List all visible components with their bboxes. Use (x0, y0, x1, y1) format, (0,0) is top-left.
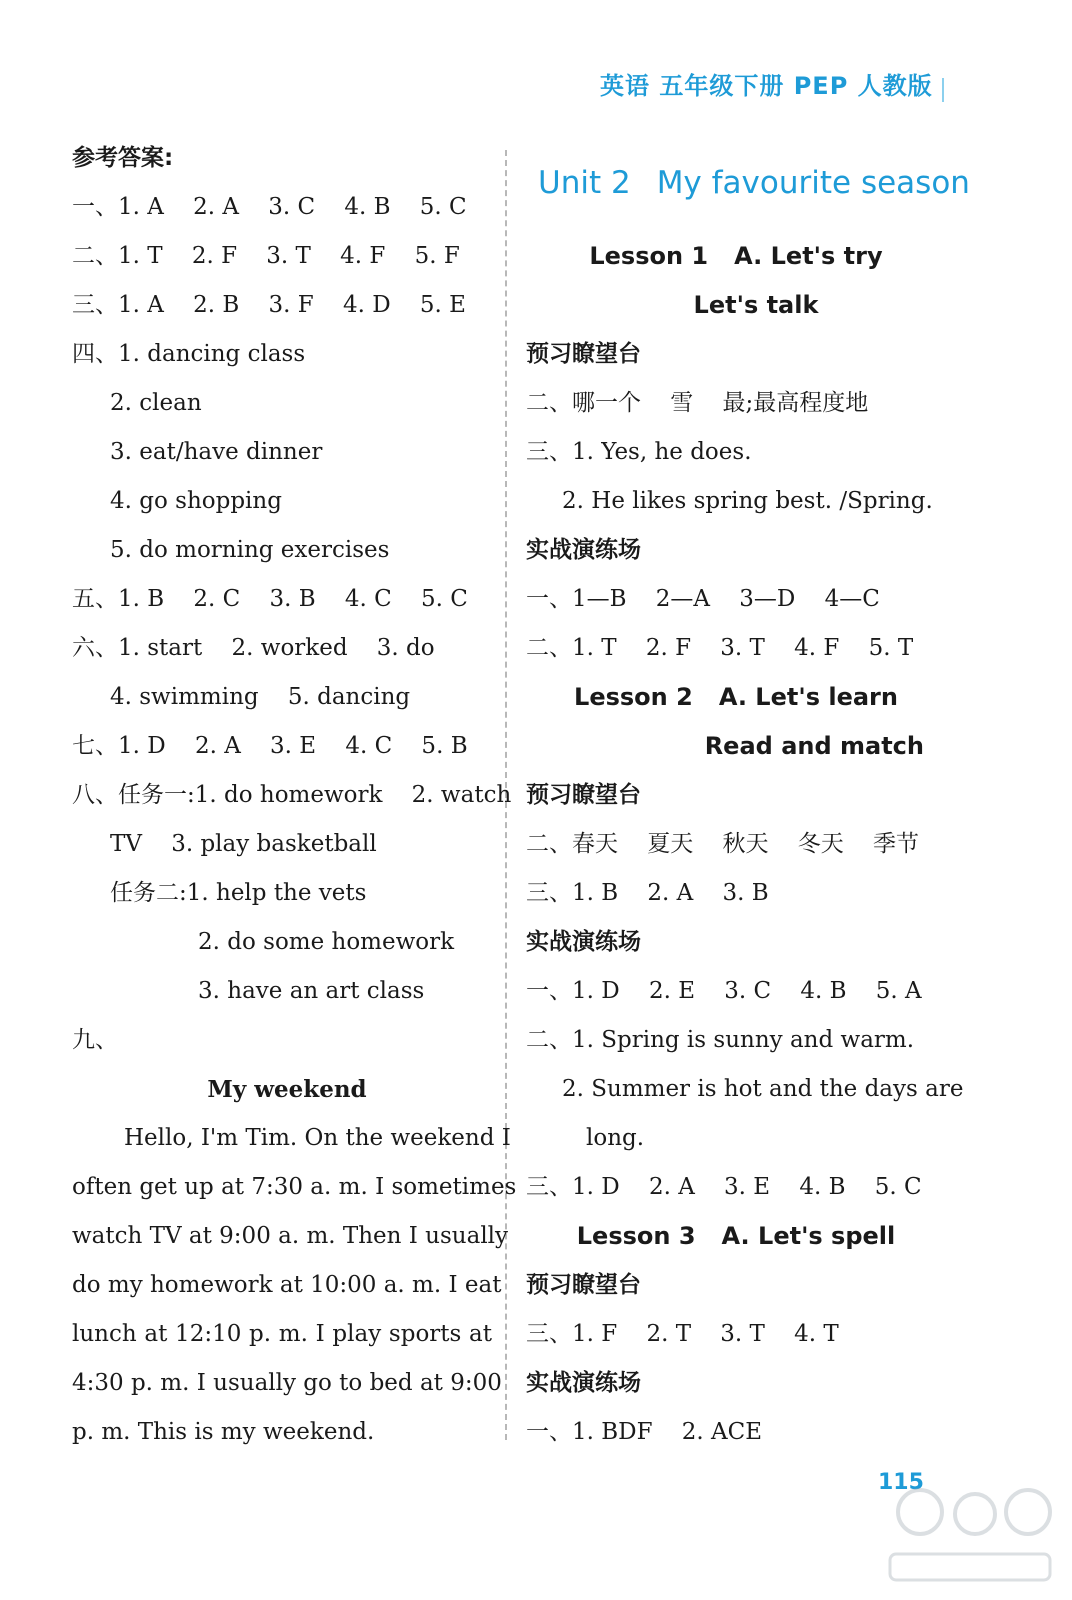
answer-line: 3. eat/have dinner (110, 439, 323, 465)
section-heading: 实战演练场 (526, 537, 641, 563)
section-heading: 实战演练场 (526, 1370, 641, 1396)
essay-line: often get up at 7:30 a. m. I sometimes (72, 1174, 517, 1200)
essay-line: watch TV at 9:00 a. m. Then I usually (72, 1223, 509, 1249)
left-column (72, 134, 517, 1457)
right-column (526, 158, 970, 1457)
answer-line: 二、春天 夏天 秋天 冬天 季节 (526, 831, 919, 857)
running-header: 英语 五年级下册 PEP 人教版 (600, 72, 933, 100)
lesson-heading (526, 1212, 946, 1261)
answer-line: 2. Summer is hot and the days are (562, 1076, 964, 1102)
unit-title (526, 158, 970, 208)
essay-line: Hello, I'm Tim. On the weekend I (124, 1125, 511, 1151)
answer-line: 六、1. start 2. worked 3. do (72, 635, 435, 661)
essay-line: 4:30 p. m. I usually go to bed at 9:00 (72, 1370, 502, 1396)
section-heading: 预习瞭望台 (526, 782, 641, 808)
section-heading: 预习瞭望台 (526, 1272, 641, 1298)
answer-line: 三、1. B 2. A 3. B (526, 880, 769, 906)
lesson-part: A. Let's spell (721, 1222, 896, 1250)
answer-line: 三、1. Yes, he does. (526, 439, 752, 465)
answer-line: 任务二:1. help the vets (110, 880, 367, 906)
essay-line: p. m. This is my weekend. (72, 1419, 375, 1445)
answers-title: 参考答案: (72, 145, 174, 171)
answer-line: 九、 (72, 1027, 118, 1053)
answer-line: 2. He likes spring best. /Spring. (562, 488, 933, 514)
answer-line: 二、1. T 2. F 3. T 4. F 5. F (72, 243, 460, 269)
lesson-subheading: Let's talk (693, 291, 819, 319)
answer-line: 一、1. BDF 2. ACE (526, 1419, 763, 1445)
answer-line: 二、1. T 2. F 3. T 4. F 5. T (526, 635, 914, 661)
lesson-number: Lesson 3 (576, 1222, 696, 1250)
answer-line: 四、1. dancing class (72, 341, 306, 367)
header-accent-bar (942, 78, 944, 102)
essay-line: do my homework at 10:00 a. m. I eat (72, 1272, 502, 1298)
essay-title: My weekend (207, 1076, 367, 1103)
answer-line: 5. do morning exercises (110, 537, 390, 563)
lesson-subheading: Read and match (704, 732, 924, 760)
section-heading: 实战演练场 (526, 929, 641, 955)
lesson-part: A. Let's learn (718, 683, 898, 711)
answer-line: 八、任务一:1. do homework 2. watch (72, 782, 512, 808)
answer-line: 三、1. A 2. B 3. F 4. D 5. E (72, 292, 466, 318)
answer-line: 二、哪一个 雪 最;最高程度地 (526, 390, 869, 416)
answer-line: 2. clean (110, 390, 202, 416)
unit-name: My favourite season (656, 165, 970, 201)
lesson-number: Lesson 1 (589, 242, 709, 270)
answer-line: 2. do some homework (198, 929, 455, 955)
unit-label: Unit 2 (538, 165, 631, 201)
answer-line: 3. have an art class (198, 978, 425, 1004)
answer-line: 三、1. D 2. A 3. E 4. B 5. C (526, 1174, 922, 1200)
page-number: 115 (878, 1470, 924, 1495)
answer-line: 4. go shopping (110, 488, 282, 514)
answer-line: 4. swimming 5. dancing (110, 684, 411, 710)
answer-line: 一、1—B 2—A 3—D 4—C (526, 586, 880, 612)
answer-line: 三、1. F 2. T 3. T 4. T (526, 1321, 839, 1347)
lesson-heading (526, 232, 946, 281)
answer-line: 一、1. A 2. A 3. C 4. B 5. C (72, 194, 467, 220)
answer-line: 七、1. D 2. A 3. E 4. C 5. B (72, 733, 468, 759)
section-heading: 预习瞭望台 (526, 341, 641, 367)
answer-line: 一、1. D 2. E 3. C 4. B 5. A (526, 978, 922, 1004)
watermark-logo (880, 1472, 1060, 1592)
answer-line: long. (586, 1125, 645, 1151)
lesson-number: Lesson 2 (574, 683, 693, 711)
answer-line: TV 3. play basketball (110, 831, 377, 857)
essay-line: lunch at 12:10 p. m. I play sports at (72, 1321, 492, 1347)
answer-line: 五、1. B 2. C 3. B 4. C 5. C (72, 586, 468, 612)
lesson-part: A. Let's try (734, 242, 883, 270)
answer-line: 二、1. Spring is sunny and warm. (526, 1027, 915, 1053)
lesson-heading (526, 673, 946, 722)
